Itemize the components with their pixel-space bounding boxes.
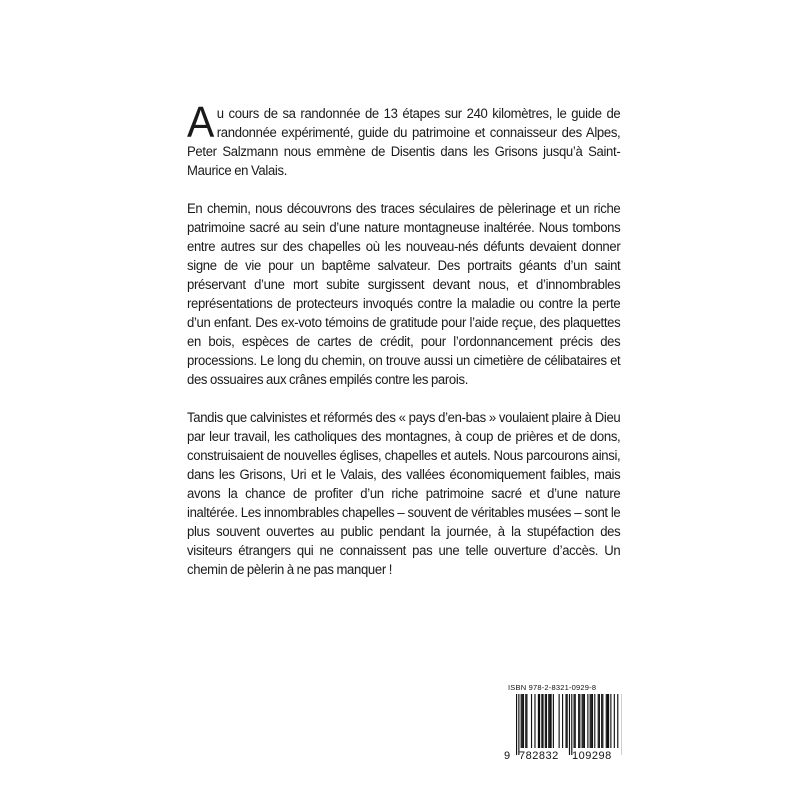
barcode-bar xyxy=(599,694,600,748)
barcode-bar xyxy=(523,694,524,748)
barcode-bar xyxy=(531,694,532,748)
barcode-bar xyxy=(526,694,527,748)
barcode-icon xyxy=(508,694,622,756)
barcode-bar xyxy=(569,694,570,755)
barcode-bar xyxy=(607,694,608,748)
barcode-bar xyxy=(606,694,607,748)
barcode-bar xyxy=(574,694,575,748)
barcode-bar xyxy=(534,694,535,748)
barcode-bar xyxy=(617,694,618,748)
barcode-digit-lead: 9 xyxy=(504,750,511,762)
barcode-bar xyxy=(608,694,609,748)
barcode-bar xyxy=(579,694,580,748)
barcode-bar xyxy=(571,694,572,755)
barcode-bar xyxy=(559,694,560,748)
barcode-bar xyxy=(551,694,552,748)
barcode-bar xyxy=(565,694,566,748)
barcode-bar xyxy=(516,694,517,755)
barcode-bar xyxy=(602,694,603,748)
barcode-digits-left: 782832 xyxy=(519,750,559,762)
blurb-text xyxy=(187,98,621,598)
barcode-bar xyxy=(587,694,588,748)
barcode-bar xyxy=(583,694,584,748)
barcode-bar xyxy=(601,694,602,748)
barcode-bar xyxy=(548,694,549,748)
barcode-bar xyxy=(521,694,522,748)
barcode-bar xyxy=(584,694,585,748)
barcode-bar xyxy=(575,694,576,748)
barcode-bar xyxy=(518,694,519,755)
barcode-bar xyxy=(546,694,547,748)
barcode-bar xyxy=(598,694,599,748)
blurb-paragraph-3: Tandis que calvinistes et réformés des « pays d’en-bas » voulaient plaire à Dieu par leur travail, les catholiques des montagnes, à coup de prières et de dons, construisaient de nouvelles églises, chapelles et autels. Nous parcourons ainsi, dans les Grisons, Uri et le Valais, des vallées économiquement faibles, mais avons la chance de profiter d’un riche patrimoine sacré et d’une nature inaltérée. Les innombrables chapelles – souvent de véritables musées – sont le plus souvent ouvertes au public pendant la journée, à la stupéfaction des visiteurs étrangers qui ne connaissent pas une telle ouverture d’accès. Un chemin de pèlerin à ne pas manquer ! xyxy=(187,409,621,577)
isbn-barcode-block xyxy=(504,683,626,769)
barcode-bar xyxy=(541,694,542,748)
barcode-bar xyxy=(614,694,615,748)
blurb-paragraph-1-text: u cours de sa randonnée de 13 étapes sur 240 kilomètres, le guide de randonnée expérimenté, guide du patrimoine et connaisseur des Alpes, Peter Salzmann nous emmène de Disentis dans les Grisons jusqu’à Saint-Maurice en Valais. xyxy=(187,105,621,178)
barcode-bar xyxy=(567,694,568,748)
barcode-bar xyxy=(525,694,526,748)
barcode-bar xyxy=(549,694,550,748)
blurb-paragraph-2: En chemin, nous découvrons des traces séculaires de pèlerinage et un riche patrimoine sacré au sein d’une nature montagneuse inaltérée. Nous tombons entre autres sur des chapelles où les nouveau-nés défunts devaient donner signe de vie pour un baptême salvateur. Des portraits géants d’un saint préservant d’une mort subite surgissent devant nous, et d’innombrables représentations de protecteurs invoqués contre la maladie ou contre la perte d’un enfant. Des ex-voto témoins de gratitude pour l’aide reçue, des plaquettes en bois, espèces de cartes de crédit, pour l’ordonnancement précis des processions. Le long du chemin, on trouve aussi un cimetière de célibataires et des ossuaires aux crânes empilés contre les parois. xyxy=(187,200,621,387)
barcode-bar xyxy=(562,694,563,748)
barcode-bar xyxy=(591,694,592,748)
barcode-bar xyxy=(592,694,593,748)
dropcap-letter: A xyxy=(187,98,214,147)
barcode-bar xyxy=(522,694,523,748)
blurb-paragraph-1 xyxy=(187,98,621,180)
barcode-bar xyxy=(542,694,543,748)
barcode-bar xyxy=(553,694,554,748)
barcode-bar xyxy=(590,694,591,748)
barcode-bar xyxy=(539,694,540,748)
isbn-label: ISBN 978-2-8321-0929-8 xyxy=(508,683,597,692)
barcode-digits-right: 109298 xyxy=(572,750,612,762)
barcode-bar xyxy=(538,694,539,748)
barcode-bar xyxy=(582,694,583,748)
barcode-bar xyxy=(610,694,611,748)
barcode-bar xyxy=(545,694,546,748)
barcode-bar xyxy=(578,694,579,748)
barcode-bar xyxy=(594,694,595,748)
